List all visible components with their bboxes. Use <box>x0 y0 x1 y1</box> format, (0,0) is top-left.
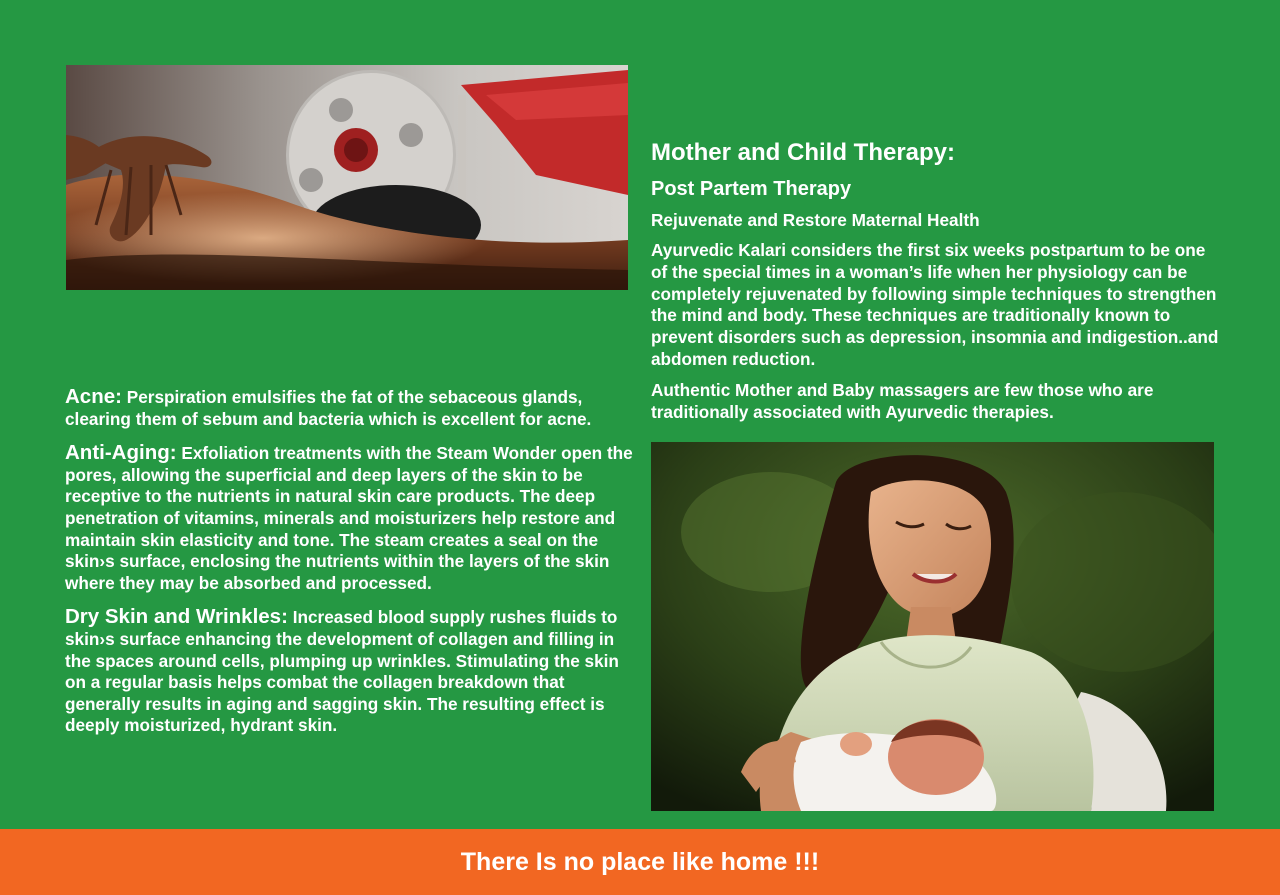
dry-skin-text: Increased blood supply rushes fluids to skin›s surface enhancing the development of collagen and filling in the spaces around cells, plumping up wrinkles. Stimulating the skin on a regular basis helps combat the collagen breakdown that generally results in aging and sagging skin. The resulting effect is deeply moisturized, hydrant skin. <box>65 607 619 736</box>
massagers-paragraph: Authentic Mother and Baby massagers are few those who are traditionally associated with Ayurvedic therapies. <box>651 379 1154 422</box>
acne-text: Perspiration emulsifies the fat of the sebaceous glands, clearing them of sebum and bacteria which is excellent for acne. <box>65 387 592 429</box>
footer-banner <box>0 829 1280 895</box>
footer-slogan: There Is no place like home !!! <box>460 847 820 876</box>
section-tagline: Rejuvenate and Restore Maternal Health <box>651 210 980 230</box>
acne-paragraph <box>65 386 635 430</box>
postpartum-paragraph: Ayurvedic Kalari considers the first six weeks postpartum to be one of the special times in a woman’s life when her physiology can be completely rejuvenated by following simple techniques to strengthen the mind and body. These techniques are traditionally known to prevent disorders such as depression, insomnia and indigestion..and abdomen reduction. <box>651 240 1219 369</box>
dry-skin-paragraph <box>65 606 635 737</box>
mother-baby-photo <box>651 442 1214 811</box>
anti-aging-paragraph <box>65 442 635 594</box>
skin-benefits-section <box>65 386 635 749</box>
section-subtitle: Post Partem Therapy <box>651 178 852 200</box>
massage-photo <box>66 65 628 290</box>
anti-aging-text: Exfoliation treatments with the Steam Wonder open the pores, allowing the superficial and deep layers of the skin to be receptive to the nutrients in natural skin care products. The deep penetration of vitamins, minerals and moisturizers help restore and maintain skin elasticity and tone. The steam creates a seal on the skin›s surface, enclosing the nutrients within the layers of the skin where they may be absorbed and processed. <box>65 443 633 593</box>
acne-term: Acne: <box>65 385 122 408</box>
anti-aging-term: Anti-Aging: <box>65 441 177 465</box>
dry-skin-term: Dry Skin and Wrinkles: <box>65 605 288 629</box>
section-title: Mother and Child Therapy: <box>651 139 956 166</box>
mother-child-section <box>651 138 1221 432</box>
